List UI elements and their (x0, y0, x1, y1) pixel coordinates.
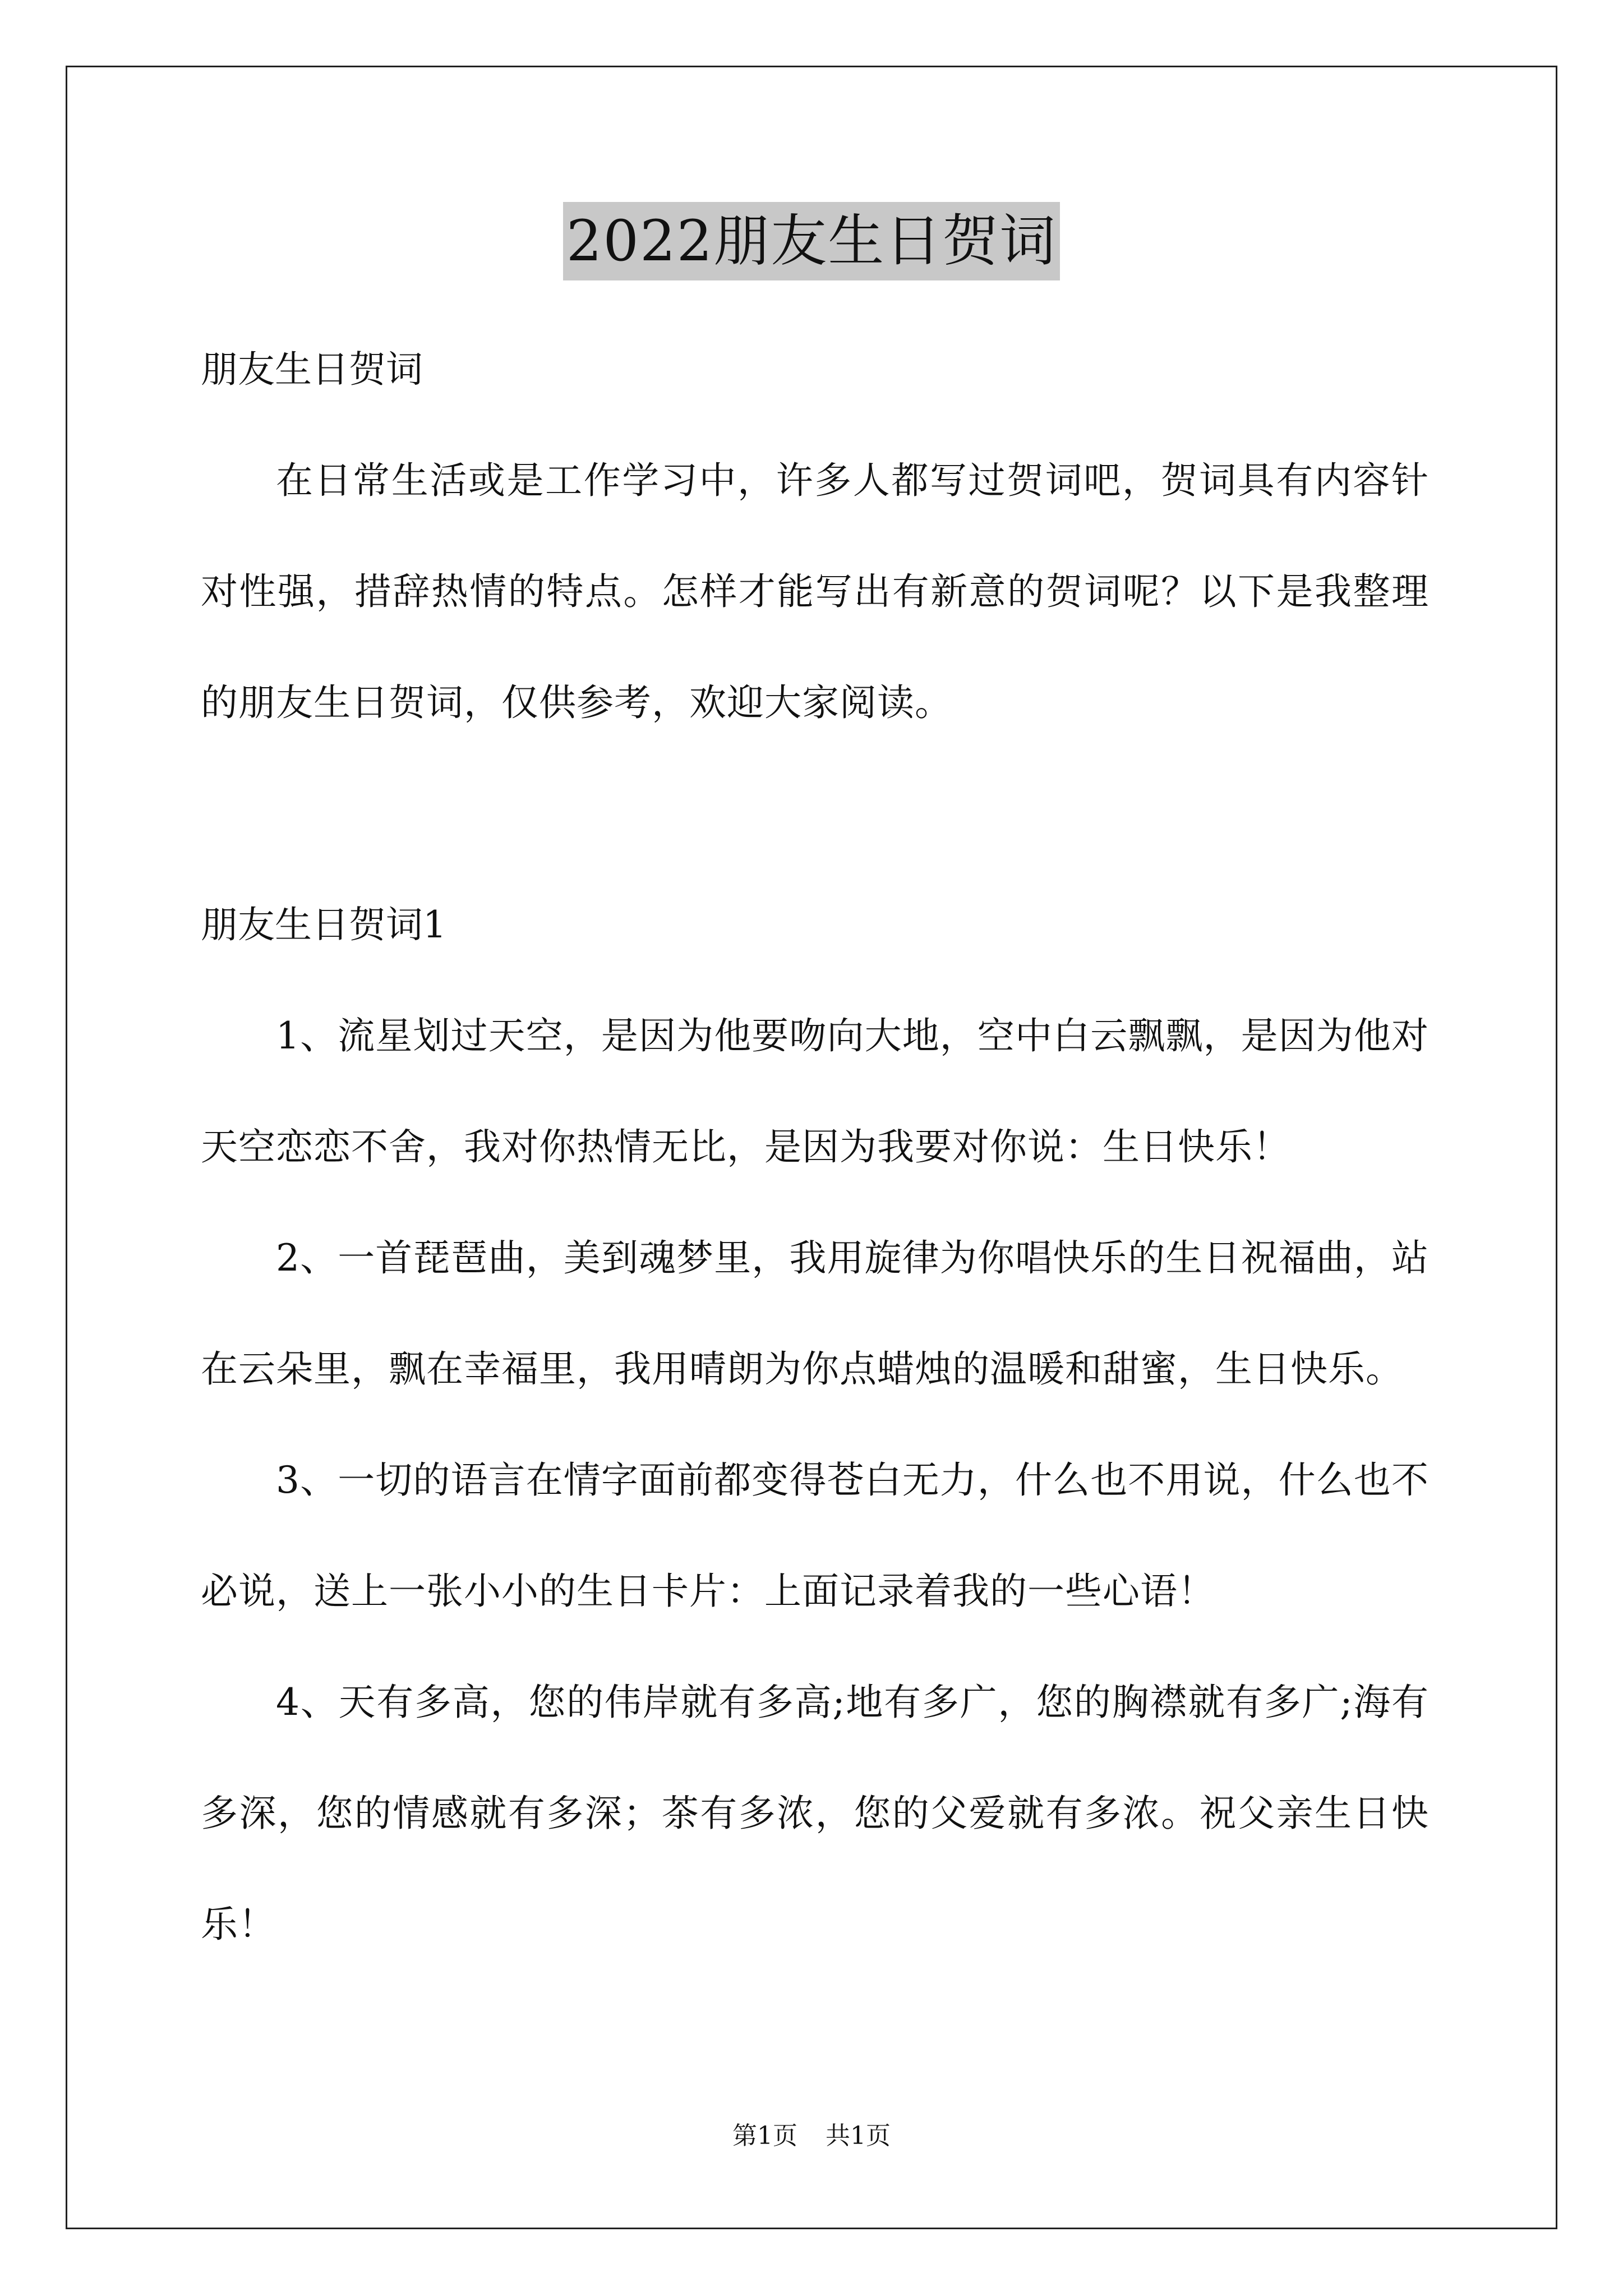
greeting-item-2: 2、一首琵琶曲，美到魂梦里，我用旋律为你唱快乐的生日祝福曲，站在云朵里，飘在幸福里，我用晴朗为你点蜡烛的温暖和甜蜜，生日快乐。 (201, 1236, 1429, 1391)
document-body (201, 314, 1429, 1980)
page-total: 共1页 (826, 2122, 891, 2150)
intro-paragraph: 在日常生活或是工作学习中，许多人都写过贺词吧，贺词具有内容针对性强，措辞热情的特点。怎样才能写出有新意的贺词呢？以下是我整理的朋友生日贺词，仅供参考，欢迎大家阅读。 (201, 459, 1429, 724)
greeting-item-1: 1、流星划过天空，是因为他要吻向大地，空中白云飘飘，是因为他对天空恋恋不舍，我对你热情无比，是因为我要对你说：生日快乐！ (201, 1014, 1429, 1168)
page-number: 第1页 (732, 2122, 797, 2150)
greeting-item-4: 4、天有多高，您的伟岸就有多高;地有多广，您的胸襟就有多广;海有多深，您的情感就有多深；茶有多浓，您的父爱就有多浓。祝父亲生日快乐！ (201, 1681, 1429, 1946)
title-container (0, 202, 1623, 280)
blank-line (201, 758, 1429, 869)
greeting-item-3: 3、一切的语言在情字面前都变得苍白无力，什么也不用说，什么也不必说，送上一张小小的生日卡片：上面记录着我的一些心语！ (201, 1458, 1429, 1613)
intro-heading: 朋友生日贺词 (201, 348, 423, 391)
page-footer (0, 2119, 1623, 2153)
section-heading: 朋友生日贺词1 (201, 903, 446, 946)
document-title: 2022朋友生日贺词 (563, 202, 1061, 280)
